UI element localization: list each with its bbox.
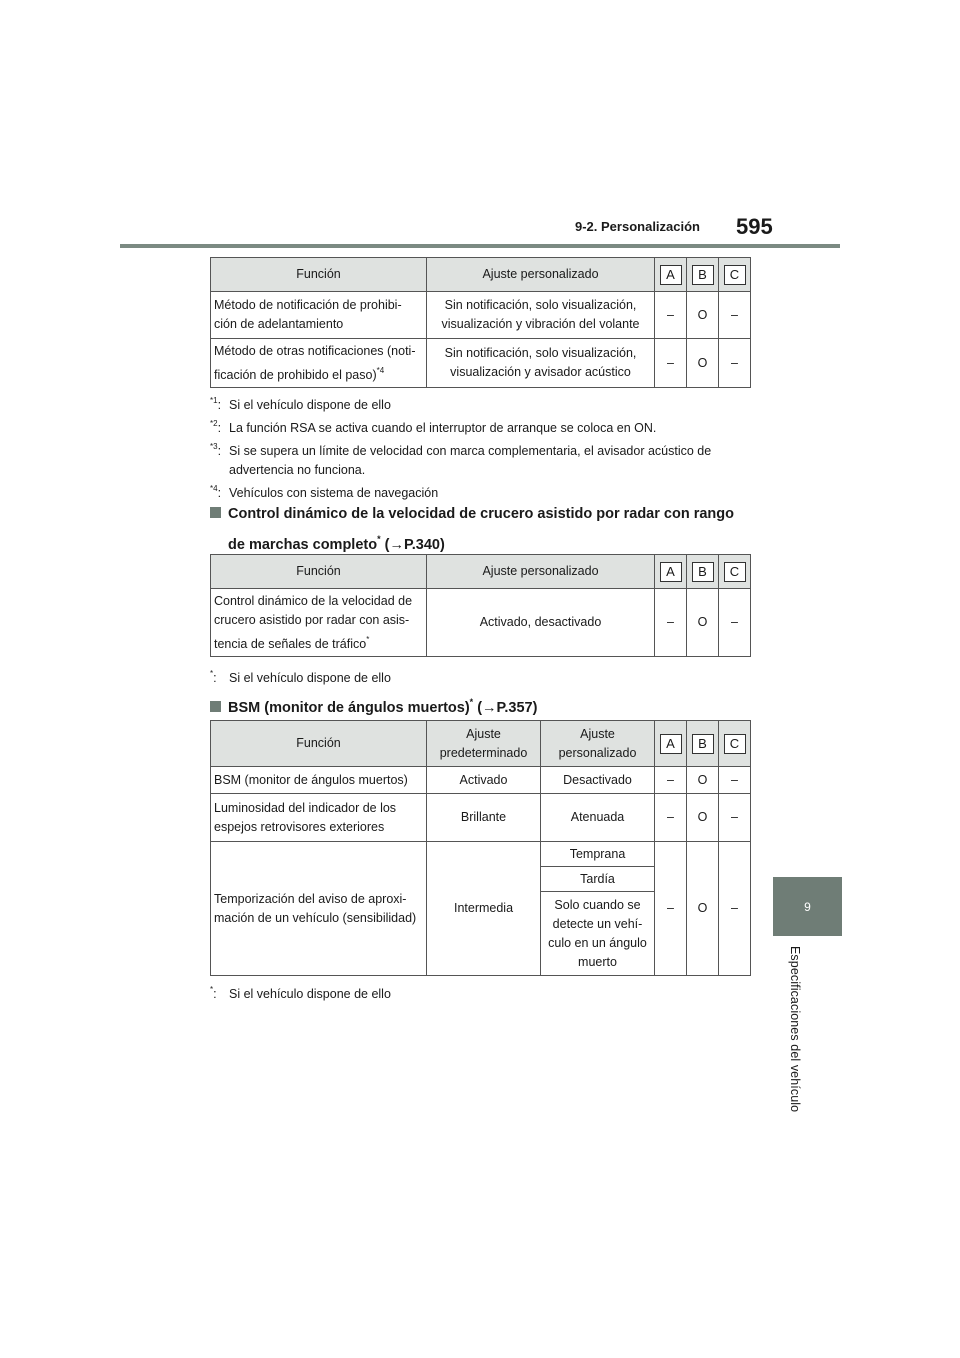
header-col-a: A [655, 258, 687, 292]
row-col-a: – [655, 339, 687, 388]
table-row [211, 339, 751, 388]
header-funcion: Función [211, 555, 427, 589]
row-funcion: Control dinámico de la velocidad de crucero asistido por radar con asis- tencia de señales de tráfico* [211, 589, 427, 657]
row-ajuste: Sin notificación, solo visualización, visualización y avisador acústico [427, 339, 655, 388]
row-funcion: Método de notificación de prohibi- ción de adelantamiento [211, 292, 427, 339]
section-title-acc: Control dinámico de la velocidad de crucero asistido por radar con rango de marchas completo* (→P.340) [210, 502, 734, 558]
header-funcion: Función [211, 721, 427, 767]
row-option-solo-angulo-muerto: Solo cuando se detecte un vehí- culo en un ángulo muerto [541, 892, 655, 976]
row-col-a: – [655, 767, 687, 794]
row-funcion: BSM (monitor de ángulos muertos) [211, 767, 427, 794]
row-predeterminado: Intermedia [427, 842, 541, 976]
footnote-4: $^{*4}$: Vehículos con sistema de navegación [210, 484, 439, 500]
footnote-1: $^{*1}$: Si el vehículo dispone de ello [210, 396, 391, 412]
header-col-c: C [719, 555, 751, 589]
row-option-temprana: Temprana [541, 842, 655, 867]
table-row [211, 292, 751, 339]
row-personalizado: Desactivado [541, 767, 655, 794]
row-col-b: O [687, 794, 719, 842]
row-predeterminado: Brillante [427, 794, 541, 842]
header-col-a: A [655, 721, 687, 767]
row-col-b: O [687, 767, 719, 794]
row-col-a: – [655, 589, 687, 657]
chapter-number: 9 [804, 899, 811, 914]
row-predeterminado: Activado [427, 767, 541, 794]
header-col-a: A [655, 555, 687, 589]
row-col-c: – [719, 842, 751, 976]
row-col-c: – [719, 794, 751, 842]
row-personalizado: Atenuada [541, 794, 655, 842]
page-number: 595 [736, 214, 773, 239]
table-row [211, 589, 751, 657]
page-reference-link[interactable]: (→P.357) [477, 700, 538, 716]
table-header-row [211, 721, 751, 767]
row-col-c: – [719, 339, 751, 388]
row-col-a: – [655, 292, 687, 339]
footnote-2: $^{*2}$: La función RSA se activa cuando el interruptor de arranque se coloca en ON. [210, 419, 657, 435]
header-col-b: B [687, 721, 719, 767]
row-ajuste: Sin notificación, solo visualización, visualización y vibración del volante [427, 292, 655, 339]
header-col-c: C [719, 721, 751, 767]
section-title-bsm: BSM (monitor de ángulos muertos)* (→P.357) [210, 690, 537, 721]
header-funcion: Función [211, 258, 427, 292]
header-ajuste-predeterminado: Ajuste predeterminado [427, 721, 541, 767]
row-funcion: Temporización del aviso de aproxi- mación de un vehículo (sensibilidad) [211, 842, 427, 976]
section-bullet-icon [210, 507, 221, 518]
header-col-b: B [687, 258, 719, 292]
header-ajuste-personalizado: Ajuste personalizado [541, 721, 655, 767]
table-header-row [211, 555, 751, 589]
customization-table-2 [210, 554, 751, 657]
row-option-tardia: Tardía [541, 867, 655, 892]
table-row [211, 842, 751, 867]
header-col-b: B [687, 555, 719, 589]
row-funcion: Método de otras notificaciones (noti- ficación de prohibido el paso)$^{*4}$ [211, 339, 427, 388]
footnote-3: $^{*3}$: Si se supera un límite de velocidad con marca complementaria, el avisador acústico de advertencia no funciona. [210, 442, 712, 477]
row-col-b: O [687, 292, 719, 339]
row-col-b: O [687, 842, 719, 976]
row-col-a: – [655, 842, 687, 976]
table-row [211, 794, 751, 842]
row-col-b: O [687, 589, 719, 657]
row-col-b: O [687, 339, 719, 388]
header-divider [120, 244, 840, 248]
header-col-c: C [719, 258, 751, 292]
row-col-c: – [719, 292, 751, 339]
row-funcion: Luminosidad del indicador de los espejos retrovisores exteriores [211, 794, 427, 842]
row-col-c: – [719, 589, 751, 657]
customization-table-1 [210, 257, 751, 388]
row-col-a: – [655, 794, 687, 842]
header-ajuste-personalizado: Ajuste personalizado [427, 555, 655, 589]
row-ajuste: Activado, desactivado [427, 589, 655, 657]
chapter-title: Especificaciones del vehículo [788, 946, 802, 1113]
footnote-bsm: *: Si el vehículo dispone de ello [210, 985, 391, 1001]
header-section-title: 9-2. Personalización [575, 219, 700, 234]
table-row [211, 767, 751, 794]
section-bullet-icon [210, 701, 221, 712]
header-ajuste-personalizado: Ajuste personalizado [427, 258, 655, 292]
footnote-acc: *: Si el vehículo dispone de ello [210, 669, 391, 685]
page-reference-link[interactable]: (→P.340) [384, 537, 445, 553]
row-col-c: – [719, 767, 751, 794]
table-header-row [211, 258, 751, 292]
customization-table-bsm [210, 720, 751, 976]
chapter-tab[interactable] [773, 877, 842, 936]
